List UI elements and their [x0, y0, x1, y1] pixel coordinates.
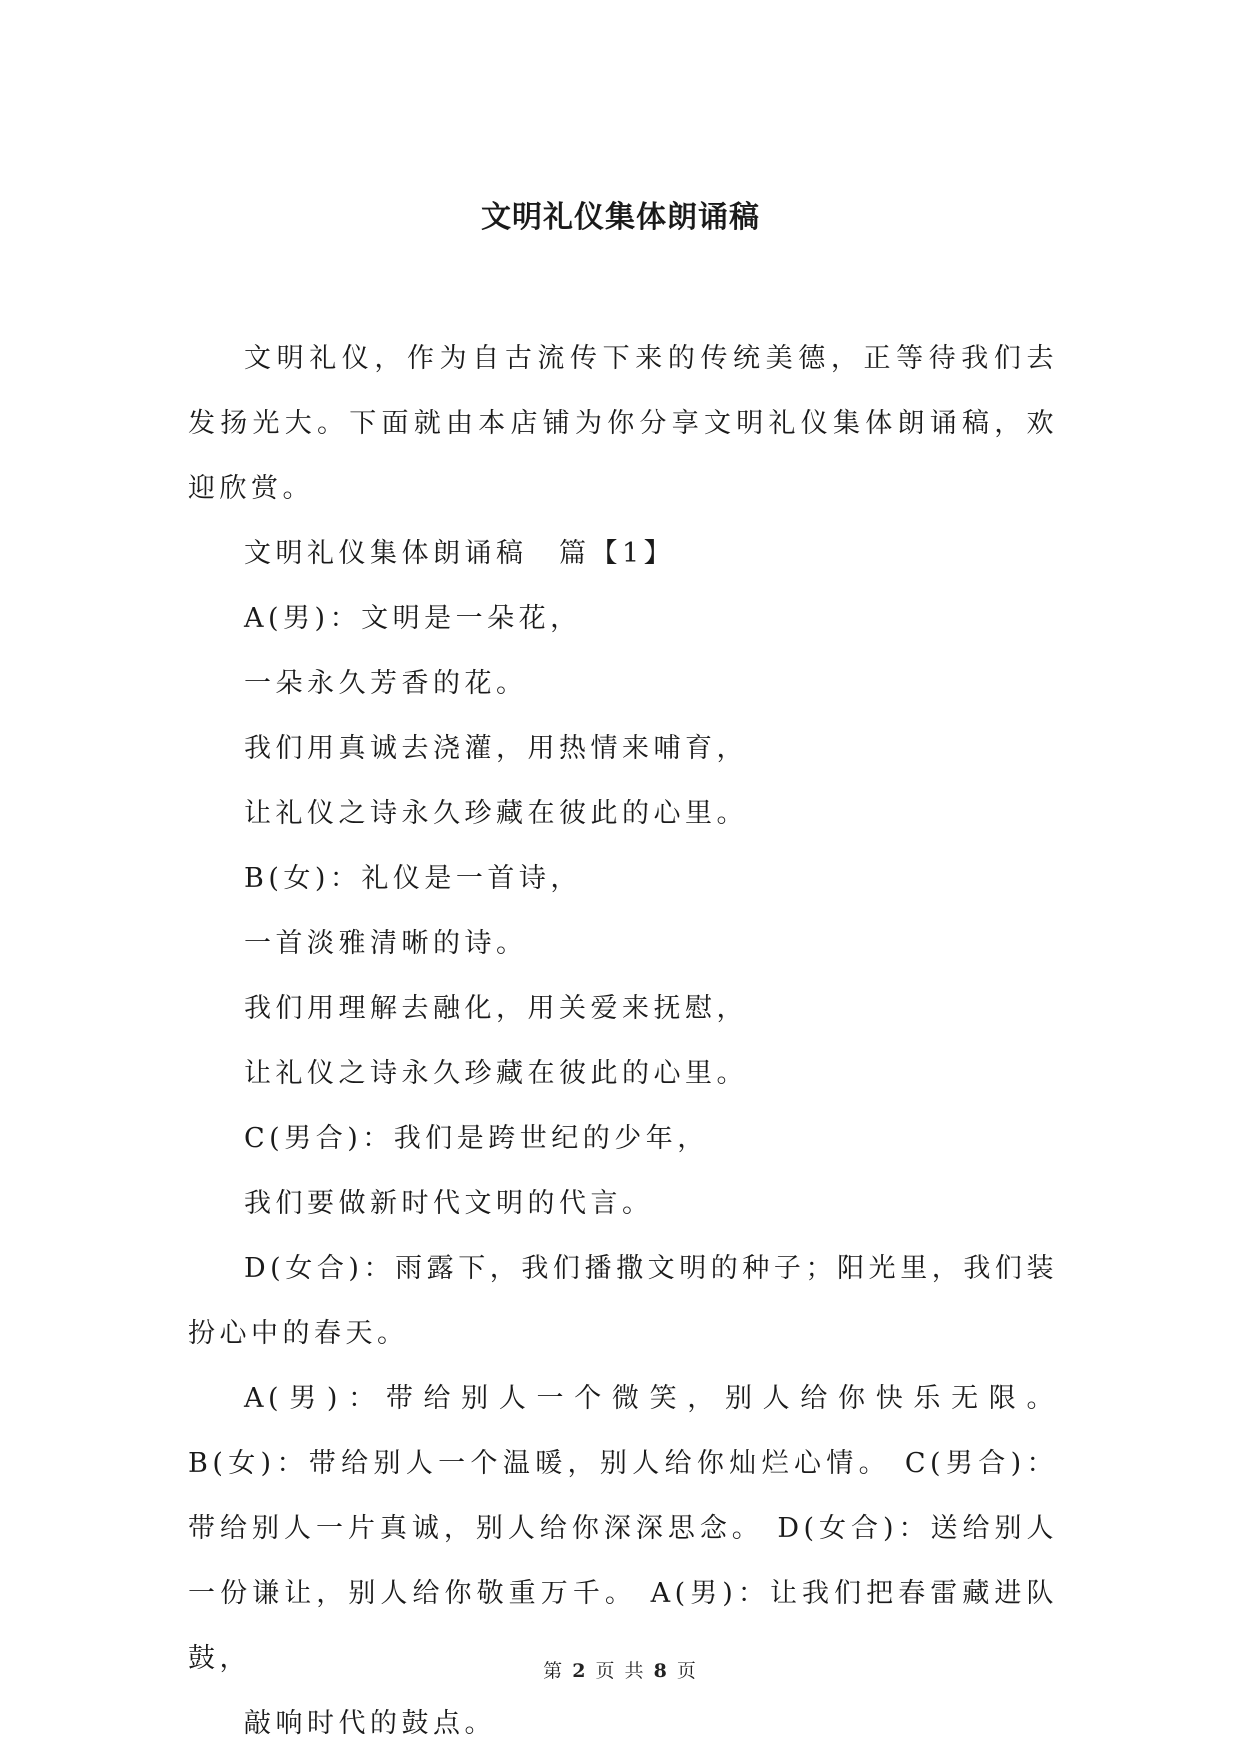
- footer-mid: 页 共: [595, 1660, 646, 1682]
- paragraph: D(女合)：雨露下，我们播撒文明的种子；阳光里，我们装扮心中的春天。: [188, 1253, 1058, 1349]
- paragraph: 我们要做新时代文明的代言。: [244, 1188, 654, 1219]
- paragraph-intro: 文明礼仪，作为自古流传下来的传统美德，正等待我们去发扬光大。下面就由本店铺为你分享文明礼仪集体朗诵稿，欢迎欣赏。: [188, 343, 1058, 504]
- paragraph: A(男)：文明是一朵花，: [244, 603, 582, 634]
- footer-prefix: 第: [543, 1660, 565, 1682]
- section-heading: 文明礼仪集体朗诵稿 篇【1】: [244, 538, 676, 569]
- paragraph: 一朵永久芳香的花。: [244, 668, 528, 699]
- paragraph: B(女)：礼仪是一首诗，: [244, 863, 582, 894]
- document-title: 文明礼仪集体朗诵稿: [481, 200, 760, 235]
- paragraph: 一首淡雅清晰的诗。: [244, 928, 528, 959]
- paragraph: A(男)：带给别人一个微笑，别人给你快乐无限。 B(女)：带给别人一个温暖，别人给你灿烂心情。 C(男合)：带给别人一片真诚，别人给你深深思念。 D(女合)：送给别人一份谦让，别人给你敬重万千。 A(男)：让我们把春雷藏进队鼓，: [188, 1383, 1058, 1674]
- paragraph: 让礼仪之诗永久珍藏在彼此的心里。: [244, 1058, 748, 1089]
- paragraph: 我们用理解去融化，用关爱来抚慰，: [244, 993, 748, 1024]
- paragraph: 让礼仪之诗永久珍藏在彼此的心里。: [244, 798, 748, 829]
- paragraph: 敲响时代的鼓点。: [244, 1708, 496, 1739]
- total-pages-number: 8: [653, 1660, 669, 1682]
- footer-suffix: 页: [676, 1660, 698, 1682]
- document-body: [188, 326, 1058, 1756]
- current-page-number: 2: [572, 1660, 588, 1682]
- paragraph: 我们用真诚去浇灌，用热情来哺育，: [244, 733, 748, 764]
- page-footer: [0, 1656, 1241, 1683]
- paragraph: C(男合)：我们是跨世纪的少年，: [244, 1123, 709, 1154]
